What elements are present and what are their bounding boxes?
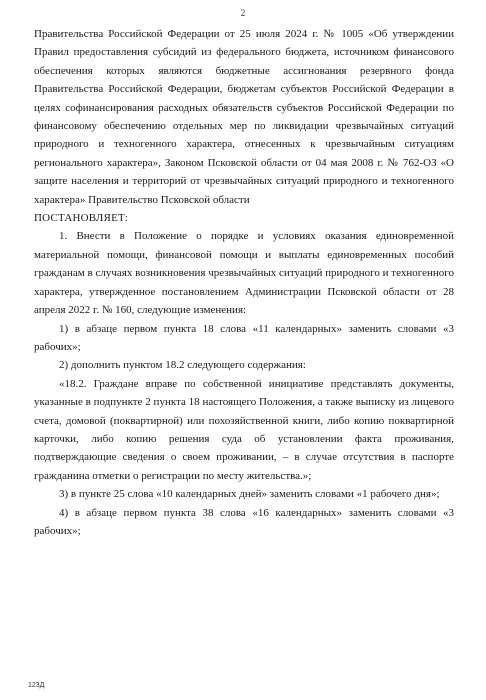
page-number: 2 [240,8,246,18]
subitem-1-paragraph: 1) в абзаце первом пункта 18 слова «11 календарных» заменить словами «3 рабочих»; [34,322,454,353]
subitem-3-paragraph: 3) в пункте 25 слова «10 календарных дней» заменить словами «1 рабочего дня»; [59,488,440,501]
preamble-paragraph: Правительства Российской Федерации от 25 июля 2024 г. № 1005 «Об утверждении Правил предоставления субсидий из федерального бюджета, источником финансового обеспечения которых являются бюджетные ассигнования резервного фонда Правительства Российской Федерации, бюджетам субъектов Российской Федерации в целях софинансирования расходных обязательств субъектов Российской Федерации по финансовому обеспечению отдельных мер по ликвидации чрезвычайных ситуаций природного и техногенного характера, отнесенных к чрезвычайным ситуациям регионального характера», Законом Псковской области от 04 мая 2008 г. № 762-ОЗ «О защите населения и территорий от чрезвычайных ситуаций природного и техногенного характера» Правительство Псковской области [34,28,454,206]
clause-18-2-paragraph: «18.2. Граждане вправе по собственной инициативе представлять документы, указанные в подпункте 2 пункта 18 настоящего Положения, а также выписку из лицевого счета, домовой (поквартирной) или похозяйственной книги, либо копию поквартирной карточки, либо копию решения суда об установлении факта проживания, подтверждающие сведения о своем проживании, – в случае отсутствия в паспорте гражданина отметки о регистрации по месту жительства.»; [34,377,454,482]
document-body [34,25,454,540]
footer-code: 123Д [28,682,45,689]
subitem-4-paragraph: 4) в абзаце первом пункта 38 слова «16 календарных» заменить словами «3 рабочих»; [34,506,454,537]
subitem-2-paragraph: 2) дополнить пунктом 18.2 следующего содержания: [59,359,306,372]
decree-word: ПОСТАНОВЛЯЕТ: [34,212,129,225]
item-1-paragraph: 1. Внести в Положение о порядке и условиях оказания единовременной материальной помощи, финансовой помощи и выплаты единовременных пособий гражданам в случаях возникновения чрезвычайных ситуаций природного и техногенного характера, утвержденное постановлением Администрации Псковской области от 28 апреля 2022 г. № 160, следующие изменения: [34,230,454,317]
